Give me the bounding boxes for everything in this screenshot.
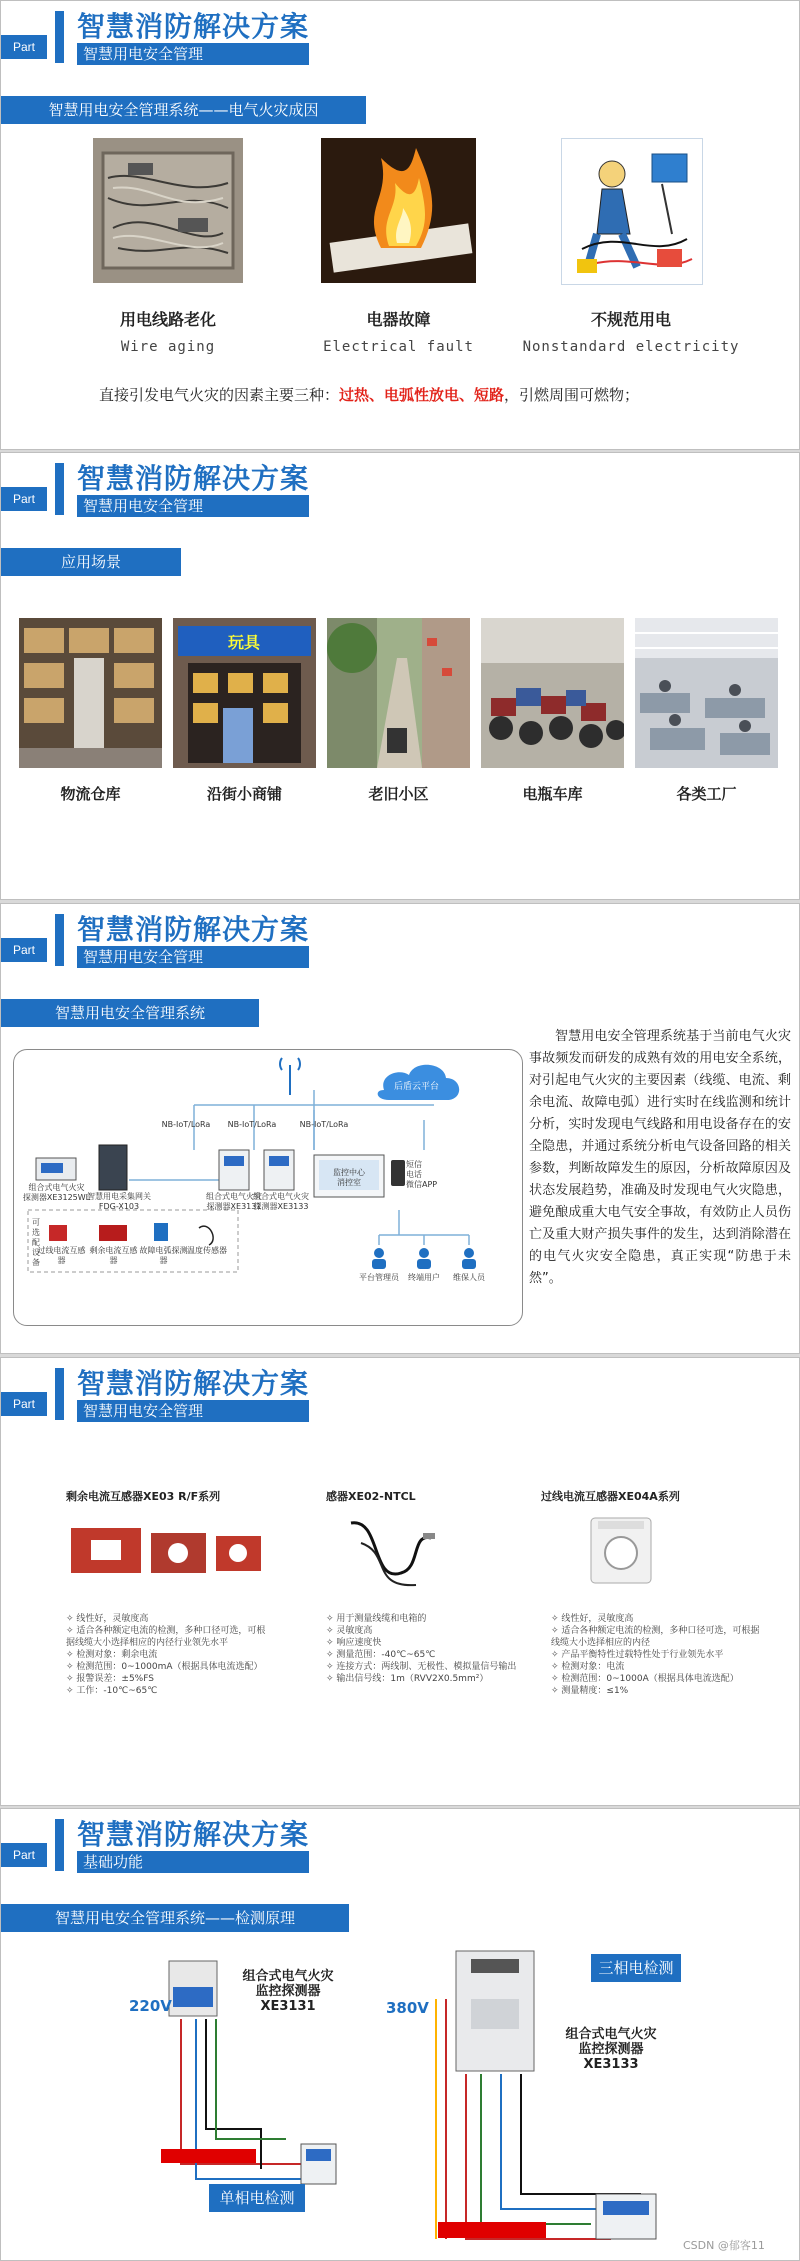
optional-devices-label: 可选配设备 [32, 1218, 40, 1267]
detector-xe3131-label: 组合式电气火灾 探测器XE3131 [206, 1192, 262, 1211]
section-title: 智慧用电安全管理系统——电气火灾成因 [1, 96, 366, 124]
spec-item: ✧ 产品平衡特性过载特性处于行业领先水平 [551, 1650, 724, 1660]
cause-label-en: Nonstandard electricity [522, 339, 740, 355]
slide-header [1, 1, 799, 71]
three-phase-detection-tag: 三相电检测 [591, 1954, 681, 1982]
spec-item: ✧ 工作：-10℃~65℃ [66, 1686, 158, 1696]
page-title: 智慧消防解决方案 [77, 1818, 310, 1851]
page-subtitle: 智慧用电安全管理 [77, 946, 309, 968]
page-subtitle: 智慧用电安全管理 [77, 495, 309, 517]
fire-illustration [321, 138, 476, 283]
product-spec-list [551, 1613, 766, 1697]
wiring-diagrams [1, 1939, 799, 2259]
product-spec-list [66, 1613, 271, 1697]
slide-header [1, 904, 799, 974]
spec-item: ✧ 适合各种额定电流的检测，多种口径可选，可根据线缆大小选择相应的内径 [551, 1626, 760, 1648]
header-accent-bar [55, 11, 64, 63]
scene-photo-street-shop [173, 618, 316, 768]
nonstandard-usage-illustration [561, 138, 703, 285]
cause-label-en: Electrical fault [323, 339, 474, 355]
spec-item: ✧ 检测对象：电流 [551, 1662, 625, 1672]
device-label-xe3133: 组合式电气火灾 监控探测器 XE3133 [565, 2027, 657, 2072]
product-spec-list [326, 1613, 536, 1685]
cause-label-en: Wire aging [120, 339, 216, 355]
summary-highlight: 过热、电弧性放电、短路 [339, 386, 505, 404]
page-subtitle: 智慧用电安全管理 [77, 43, 309, 65]
page-subtitle: 智慧用电安全管理 [77, 1400, 309, 1422]
cloud-platform-label: 后盾云平台 [393, 1082, 439, 1092]
product-name: 剩余电流互感器XE03 R/F系列 [66, 1490, 221, 1503]
spec-item: ✧ 用于测量线缆和电箱的 [326, 1614, 427, 1624]
spec-item: ✧ 响应速度快 [326, 1638, 382, 1648]
scene-label: 电瓶车库 [522, 785, 583, 803]
slide-header [1, 1809, 799, 1879]
spec-item: ✧ 检测范围：0~1000mA（根据具体电流选配） [66, 1662, 263, 1672]
cause-label-zh: 用电线路老化 [119, 310, 216, 329]
part-label: Part [1, 1392, 47, 1416]
header-accent-bar [55, 914, 64, 966]
spec-item: ✧ 灵敏度高 [326, 1626, 373, 1636]
section-title: 智慧用电安全管理系统——检测原理 [1, 1904, 349, 1932]
sensor-label: 故障电弧探测器 [139, 1246, 188, 1265]
spec-item: ✧ 线性好，灵敏度高 [66, 1614, 149, 1624]
scene-label: 沿街小商铺 [206, 785, 282, 803]
gateway-label: 智慧用电采集网关 FDG-X103 [87, 1192, 151, 1211]
section-title: 应用场景 [1, 548, 181, 576]
system-description: 智慧用电安全管理系统基于当前电气火灾事故频发而研发的成熟有效的用电安全系统，对引起电气火灾的主要因素（线缆、电流、剩余电流、故障电弧）进行实时在线监测和统计分析，实时发现电气线路和用电设备存在的安全隐患，并通过系统分析电气设备回路的相关参数，判断故障发生的原因，分析故障原因及状态发展趋势，准确及时发现电气火灾隐患，避免酿成重大电气安全事故，有效防止人员伤亡及重大财产损失事件的发生，达到消除潜在的电气火灾安全隐患，真正实现“防患于未然”。 [529, 1029, 791, 1286]
device-label-xe3131: 组合式电气火灾 监控探测器 XE3131 [242, 1969, 334, 2014]
user-role-label: 维保人员 [453, 1273, 485, 1282]
voltage-label-380v: 380V [386, 1999, 429, 2017]
spec-item: ✧ 测量精度：≤1% [551, 1686, 629, 1696]
slide-header [1, 1358, 799, 1428]
part-label: Part [1, 487, 47, 511]
slide-system-overview [0, 903, 800, 1354]
watermark: CSDN @郁客11 [683, 2239, 765, 2252]
sensor-label: 温度传感器 [187, 1246, 227, 1255]
scene-photo-old-community [327, 618, 470, 768]
residual-current-transformer-photo [66, 1518, 266, 1583]
page-title: 智慧消防解决方案 [77, 10, 310, 43]
scene-photo-warehouse [19, 618, 162, 768]
scene-photo-factory [635, 618, 778, 768]
spec-item: ✧ 适合各种额定电流的检测，多种口径可选，可根据线缆大小选择相应的内径行业领先水平 [66, 1626, 266, 1648]
network-link-label: NB-IoT/LoRa [299, 1120, 349, 1129]
scene-photo-ebike-garage [481, 618, 624, 768]
phone-notify-label: 短信 电话 微信APP [406, 1160, 438, 1189]
product-name: 过线电流互感器XE04A系列 [541, 1490, 680, 1503]
scene-label: 各类工厂 [676, 785, 737, 803]
part-label: Part [1, 1843, 47, 1867]
spec-item: ✧ 报警误差：±5%FS [66, 1674, 154, 1684]
page-title: 智慧消防解决方案 [77, 913, 310, 946]
product-name: 感器XE02-NTCL [326, 1490, 416, 1503]
cartoon-illustration [562, 139, 702, 284]
spec-item: ✧ 线性好，灵敏度高 [551, 1614, 634, 1624]
slide-sensor-products [0, 1357, 800, 1806]
fire-cause-summary [99, 384, 639, 405]
slide-fire-causes [0, 0, 800, 450]
scene-label: 老旧小区 [368, 785, 429, 803]
spec-item: ✧ 输出信号线：1m（RVV2X0.5mm²） [326, 1674, 489, 1684]
sensor-label: 剩余电流互感器 [89, 1246, 138, 1265]
monitor-center-label: 监控中心 消控室 [333, 1168, 365, 1187]
summary-suffix: ，引燃周围可燃物； [504, 386, 640, 404]
page-title: 智慧消防解决方案 [77, 1367, 310, 1400]
user-role-label: 平台管理员 [359, 1273, 399, 1282]
cause-label-zh: 不规范用电 [590, 310, 671, 329]
summary-prefix: 直接引发电气火灾的因素主要三种： [99, 386, 340, 404]
spec-item: ✧ 检测范围：0~1000A（根据具体电流选配） [551, 1674, 739, 1684]
header-accent-bar [55, 463, 64, 515]
system-architecture-diagram [13, 1049, 523, 1326]
page-title: 智慧消防解决方案 [77, 462, 310, 495]
scene-label: 物流仓库 [60, 785, 121, 803]
sensor-label: 过线电流互感器 [37, 1246, 86, 1265]
spec-item: ✧ 连接方式：两线制、无极性、模拟量信号输出 [326, 1662, 517, 1672]
slide-detection-principle [0, 1808, 800, 2261]
single-phase-detection-tag: 单相电检测 [209, 2184, 305, 2212]
detector-xe3133-label: 组合式电气火灾 探测器XE3133 [253, 1192, 309, 1211]
voltage-label-220v: 220V [129, 1997, 172, 2015]
header-accent-bar [55, 1368, 64, 1420]
wire-aging-illustration [93, 138, 243, 283]
wire-aging-photo [93, 138, 243, 283]
user-role-label: 终端用户 [408, 1273, 440, 1282]
part-label: Part [1, 938, 47, 962]
slide-application-scenes [0, 452, 800, 900]
spec-item: ✧ 检测对象：剩余电流 [66, 1650, 158, 1660]
current-transformer-photo [586, 1513, 656, 1588]
section-title: 智慧用电安全管理系统 [1, 999, 259, 1027]
part-label: Part [1, 35, 47, 59]
cause-label-zh: 电器故障 [366, 310, 431, 329]
slide-header [1, 453, 799, 523]
header-accent-bar [55, 1819, 64, 1871]
detector-swl-label: 组合式电气火灾 探测器XE3125WL [22, 1183, 91, 1202]
electrical-fault-photo [321, 138, 476, 283]
network-link-label: NB-IoT/LoRa [227, 1120, 277, 1129]
page-subtitle: 基础功能 [77, 1851, 309, 1873]
svg-text:玩具: 玩具 [227, 633, 261, 652]
network-link-label: NB-IoT/LoRa [161, 1120, 211, 1129]
temperature-sensor-photo [341, 1513, 441, 1593]
spec-item: ✧ 测量范围：-40℃~65℃ [326, 1650, 436, 1660]
